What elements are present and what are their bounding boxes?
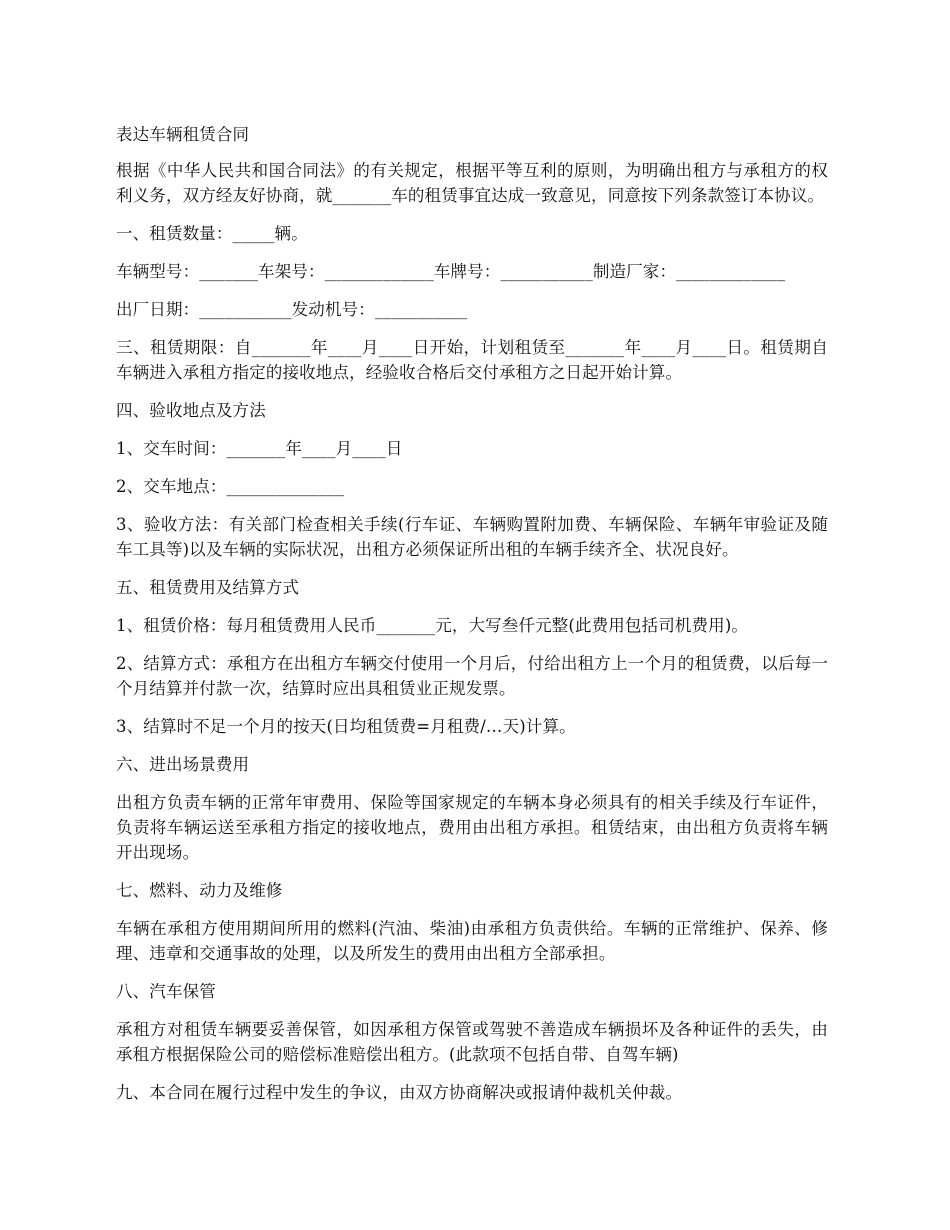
- paragraph-delivery-time: 1、交车时间：_______年____月____日: [116, 439, 403, 458]
- section-heading-fuel: 七、燃料、动力及维修: [116, 881, 283, 900]
- paragraph-fuel: 车辆在承租方使用期间所用的燃料(汽油、柴油)由承租方负责供给。车辆的正常维护、保养、修理、违章和交通事故的处理，以及所发生的费用由出租方全部承担。: [116, 919, 828, 963]
- paragraph-lease-term: 三、租赁期限：自_______年____月____日开始，计划租赁至_______年____月____日。租赁期自车辆进入承租方指定的接收地点，经验收合格后交付承租方之日起开始计算。: [116, 338, 828, 382]
- document-page: [116, 122, 828, 1118]
- section-heading-site-fees: 六、进出场景费用: [116, 755, 250, 774]
- document-title: 表达车辆租赁合同: [116, 125, 250, 144]
- paragraph-settlement: 2、结算方式：承租方在出租方车辆交付使用一个月后，付给出租方上一个月的租赁费，以后每一个月结算并付款一次，结算时应出具租赁业正规发票。: [116, 654, 828, 698]
- section-heading-custody: 八、汽车保管: [116, 982, 216, 1001]
- paragraph-price: 1、租赁价格：每月租赁费用人民币_______元，大写叁仟元整(此费用包括司机费用)。: [116, 616, 749, 635]
- paragraph-quantity: 一、租赁数量：_____辆。: [116, 224, 308, 243]
- paragraph-site-fees: 出租方负责车辆的正常年审费用、保险等国家规定的车辆本身必须具有的相关手续及行车证件，负责将车辆运送至承租方指定的接收地点，费用由出租方承担。租赁结束，由出租方负责将车辆开出现场。: [116, 793, 828, 862]
- section-heading-fees: 五、租赁费用及结算方式: [116, 578, 300, 597]
- paragraph-manufacture-info: 出厂日期：___________发动机号：___________: [116, 300, 468, 319]
- section-heading-inspection: 四、验收地点及方法: [116, 401, 266, 420]
- paragraph-vehicle-info: 车辆型号：_______车架号：_____________车牌号：___________制造厂家：_____________: [116, 262, 786, 281]
- paragraph-delivery-place: 2、交车地点：______________: [116, 477, 345, 496]
- paragraph-disputes: 九、本合同在履行过程中发生的争议，由双方协商解决或报请仲裁机关仲裁。: [116, 1083, 683, 1102]
- paragraph-inspection-method: 3、验收方法：有关部门检查相关手续(行车证、车辆购置附加费、车辆保险、车辆年审验证及随车工具等)以及车辆的实际状况，出租方必须保证所出租的车辆手续齐全、状况良好。: [116, 515, 828, 559]
- paragraph-preamble: 根据《中华人民共和国合同法》的有关规定，根据平等互利的原则，为明确出租方与承租方的权利义务，双方经友好协商，就_______车的租赁事宜达成一致意见，同意按下列条款签订本协议。: [116, 161, 828, 205]
- paragraph-daily-rate: 3、结算时不足一个月的按天(日均租赁费=月租费/…天)计算。: [116, 717, 576, 736]
- paragraph-custody: 承租方对租赁车辆要妥善保管，如因承租方保管或驾驶不善造成车辆损坏及各种证件的丢失，由承租方根据保险公司的赔偿标准赔偿出租方。(此款项不包括自带、自驾车辆): [116, 1020, 828, 1064]
